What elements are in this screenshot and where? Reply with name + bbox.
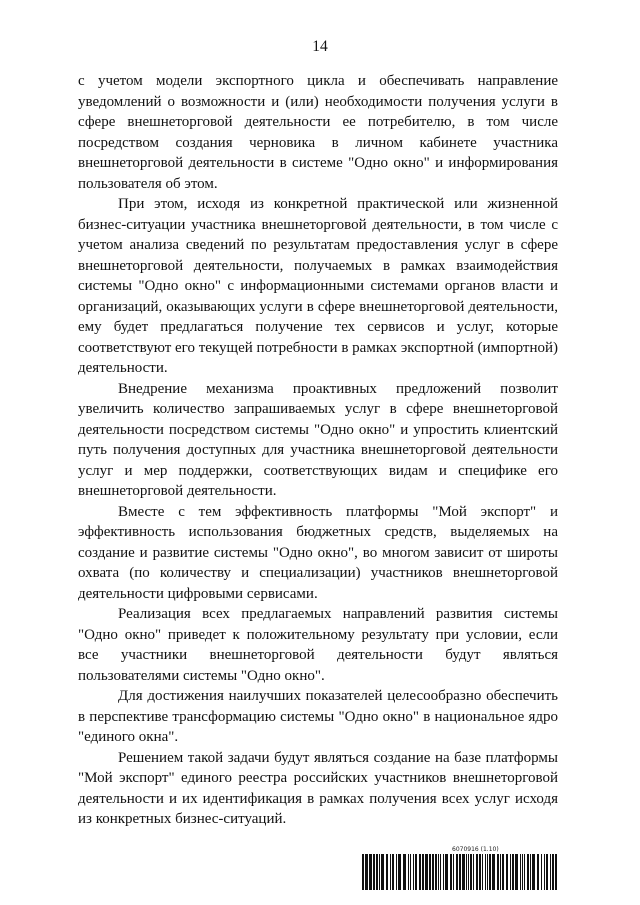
paragraph-continuation: с учетом модели экспортного цикла и обеспечивать направление уведомлений о возможности и (или) необходимости получения услуги в сфере внешнеторговой деятельности ее потребителю, в том числе посредством создания черновика в личном кабинете участника внешнеторговой деятельности в системе "Одно окно" и информирования пользователя об этом. (78, 73, 558, 192)
paragraph: Решением такой задачи будут являться создание на базе платформы "Мой экспорт" единого реестра российских участников внешнеторговой деятельности и их идентификация в рамках получения всех услуг исходя из конкретных бизнес-ситуаций. (78, 749, 558, 827)
barcode-label: 6070916 (1.10) (452, 846, 499, 853)
paragraph: Внедрение механизма проактивных предложений позволит увеличить количество запрашиваемых услуг в сфере внешнеторговой деятельности посредством системы "Одно окно" и упростить клиентский путь получения доступных для участника внешнеторговой деятельности услуг и мер поддержки, соответствующих видам и специфике его внешнеторговой деятельности. (78, 380, 558, 499)
paragraph: Реализация всех предлагаемых направлений развития системы "Одно окно" приведет к положительному результату при условии, если все участники внешнеторговой деятельности будут являться пользователями системы "Одно окно". (78, 606, 558, 684)
paragraph: Вместе с тем эффективность платформы "Мой экспорт" и эффективность использования бюджетных средств, выделяемых на создание и развитие системы "Одно окно", во многом зависит от широты охвата (по количеству и специализации) участников внешнеторговой деятельности цифровыми сервисами. (78, 503, 558, 602)
document-body (78, 71, 558, 830)
paragraph: Для достижения наилучших показателей целесообразно обеспечить в перспективе трансформацию системы "Одно окно" в национальное ядро "единого окна". (78, 688, 558, 745)
document-barcode (362, 846, 558, 890)
page-number: 14 (312, 38, 328, 55)
paragraph: При этом, исходя из конкретной практической или жизненной бизнес-ситуации участника внешнеторговой деятельности, в том числе с учетом анализа сведений по результатам предоставления услуг в сфере внешнеторговой деятельности, получаемых в рамках взаимодействия системы "Одно окно" с информационными системами органов власти и организаций, оказывающих услуги в сфере внешнеторговой деятельности, ему будет предлагаться получение тех сервисов и услуг, которые соответствуют его текущей потребности в рамках экспортной (импортной) деятельности. (78, 196, 558, 376)
barcode-icon (362, 854, 558, 890)
